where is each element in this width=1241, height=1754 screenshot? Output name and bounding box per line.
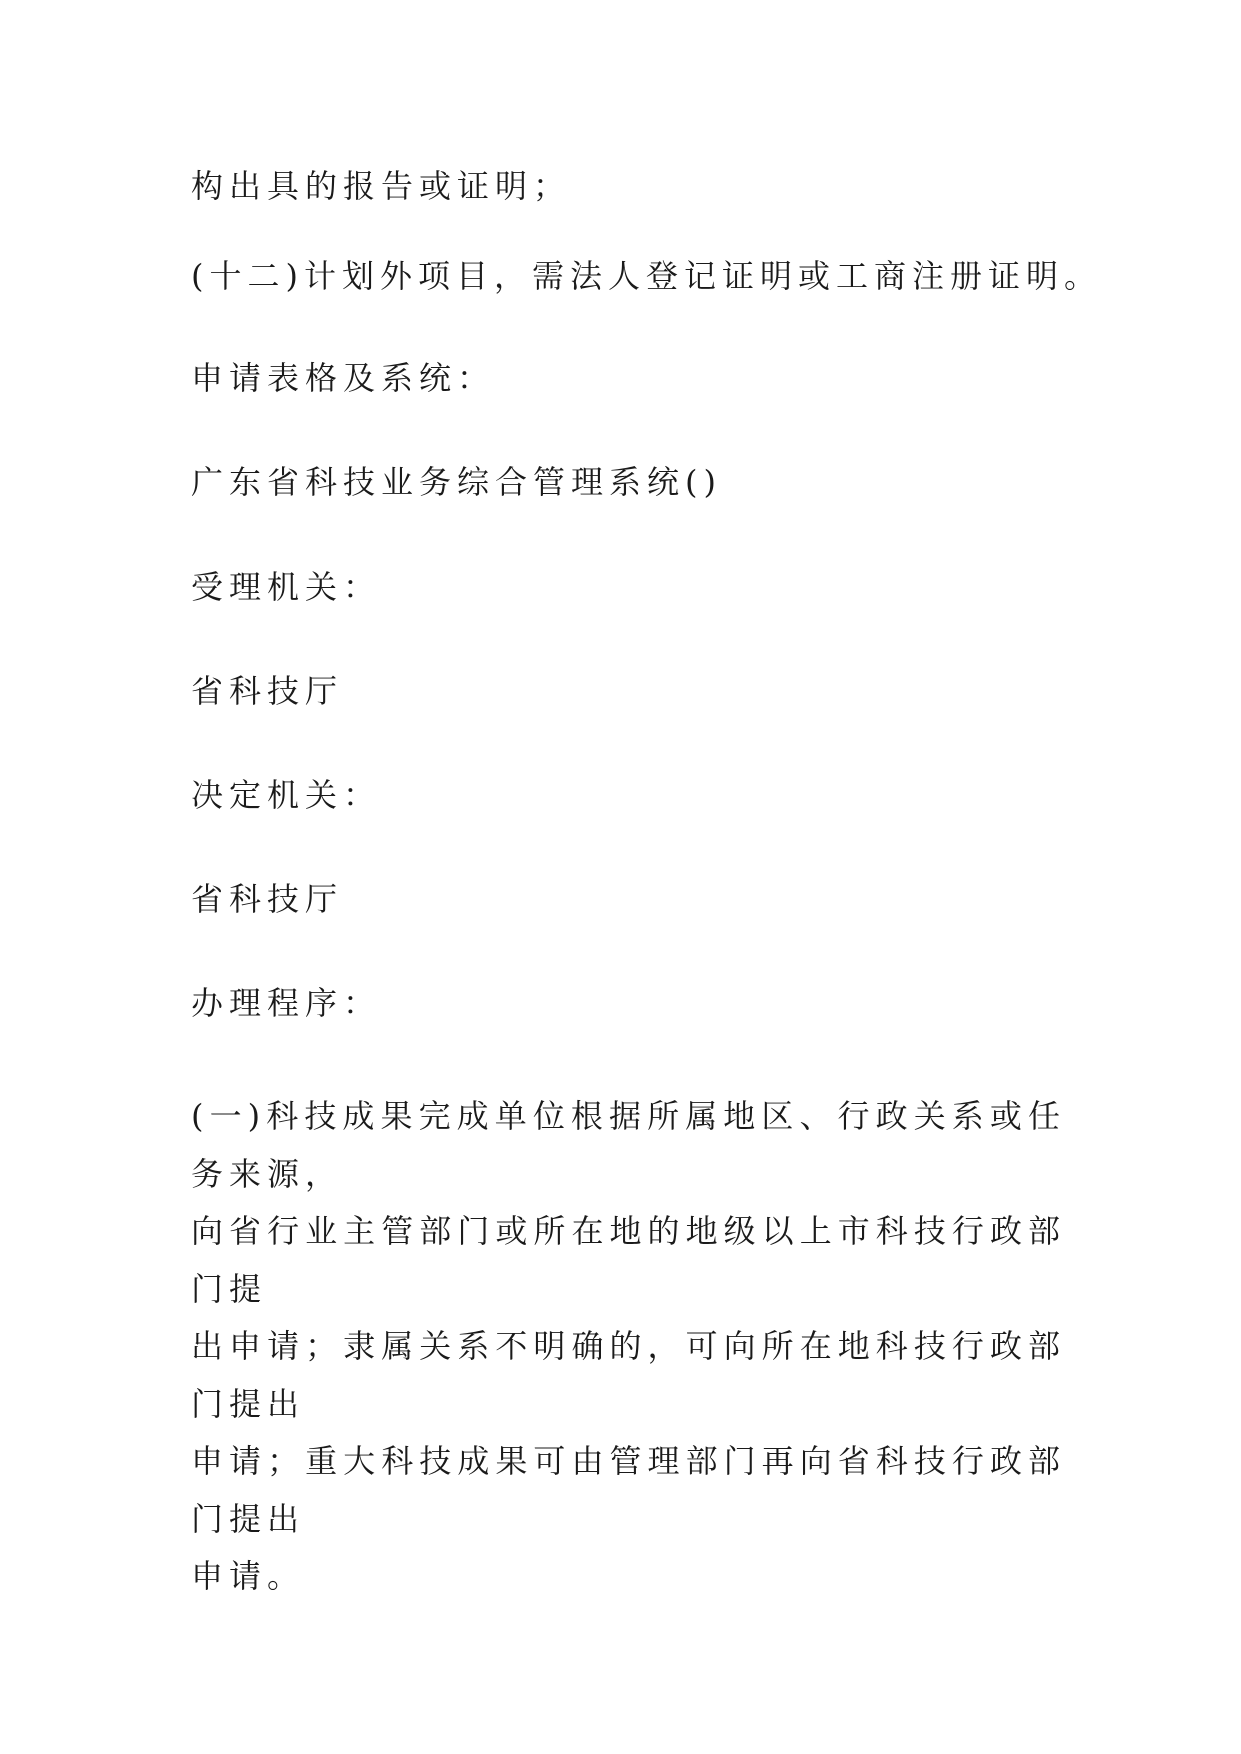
text-line-report-proof: 构出具的报告或证明；: [191, 167, 572, 205]
heading-procedure: 办理程序：: [191, 984, 382, 1022]
text-line-item-twelve: (十二)计划外项目，需法人登记证明或工商注册证明。: [191, 257, 1102, 295]
text-line-accepting-authority: 省科技厅: [191, 672, 344, 710]
heading-application-forms: 申请表格及系统：: [191, 359, 496, 397]
heading-accepting-authority: 受理机关：: [191, 568, 382, 606]
heading-deciding-authority: 决定机关：: [191, 776, 382, 814]
procedure-line-4: 申请；重大科技成果可由管理部门再向省科技行政部门提出: [191, 1442, 1066, 1538]
procedure-line-1: (一)科技成果完成单位根据所属地区、行政关系或任务来源，: [191, 1097, 1066, 1193]
text-line-system-name: 广东省科技业务综合管理系统(): [191, 463, 722, 501]
procedure-line-5: 申请。: [191, 1557, 306, 1595]
procedure-line-2: 向省行业主管部门或所在地的地级以上市科技行政部门提: [191, 1212, 1066, 1308]
procedure-line-3: 出申请；隶属关系不明确的，可向所在地科技行政部门提出: [191, 1327, 1066, 1423]
text-line-deciding-authority: 省科技厅: [191, 880, 344, 918]
procedure-step-one: [191, 1088, 1066, 1606]
